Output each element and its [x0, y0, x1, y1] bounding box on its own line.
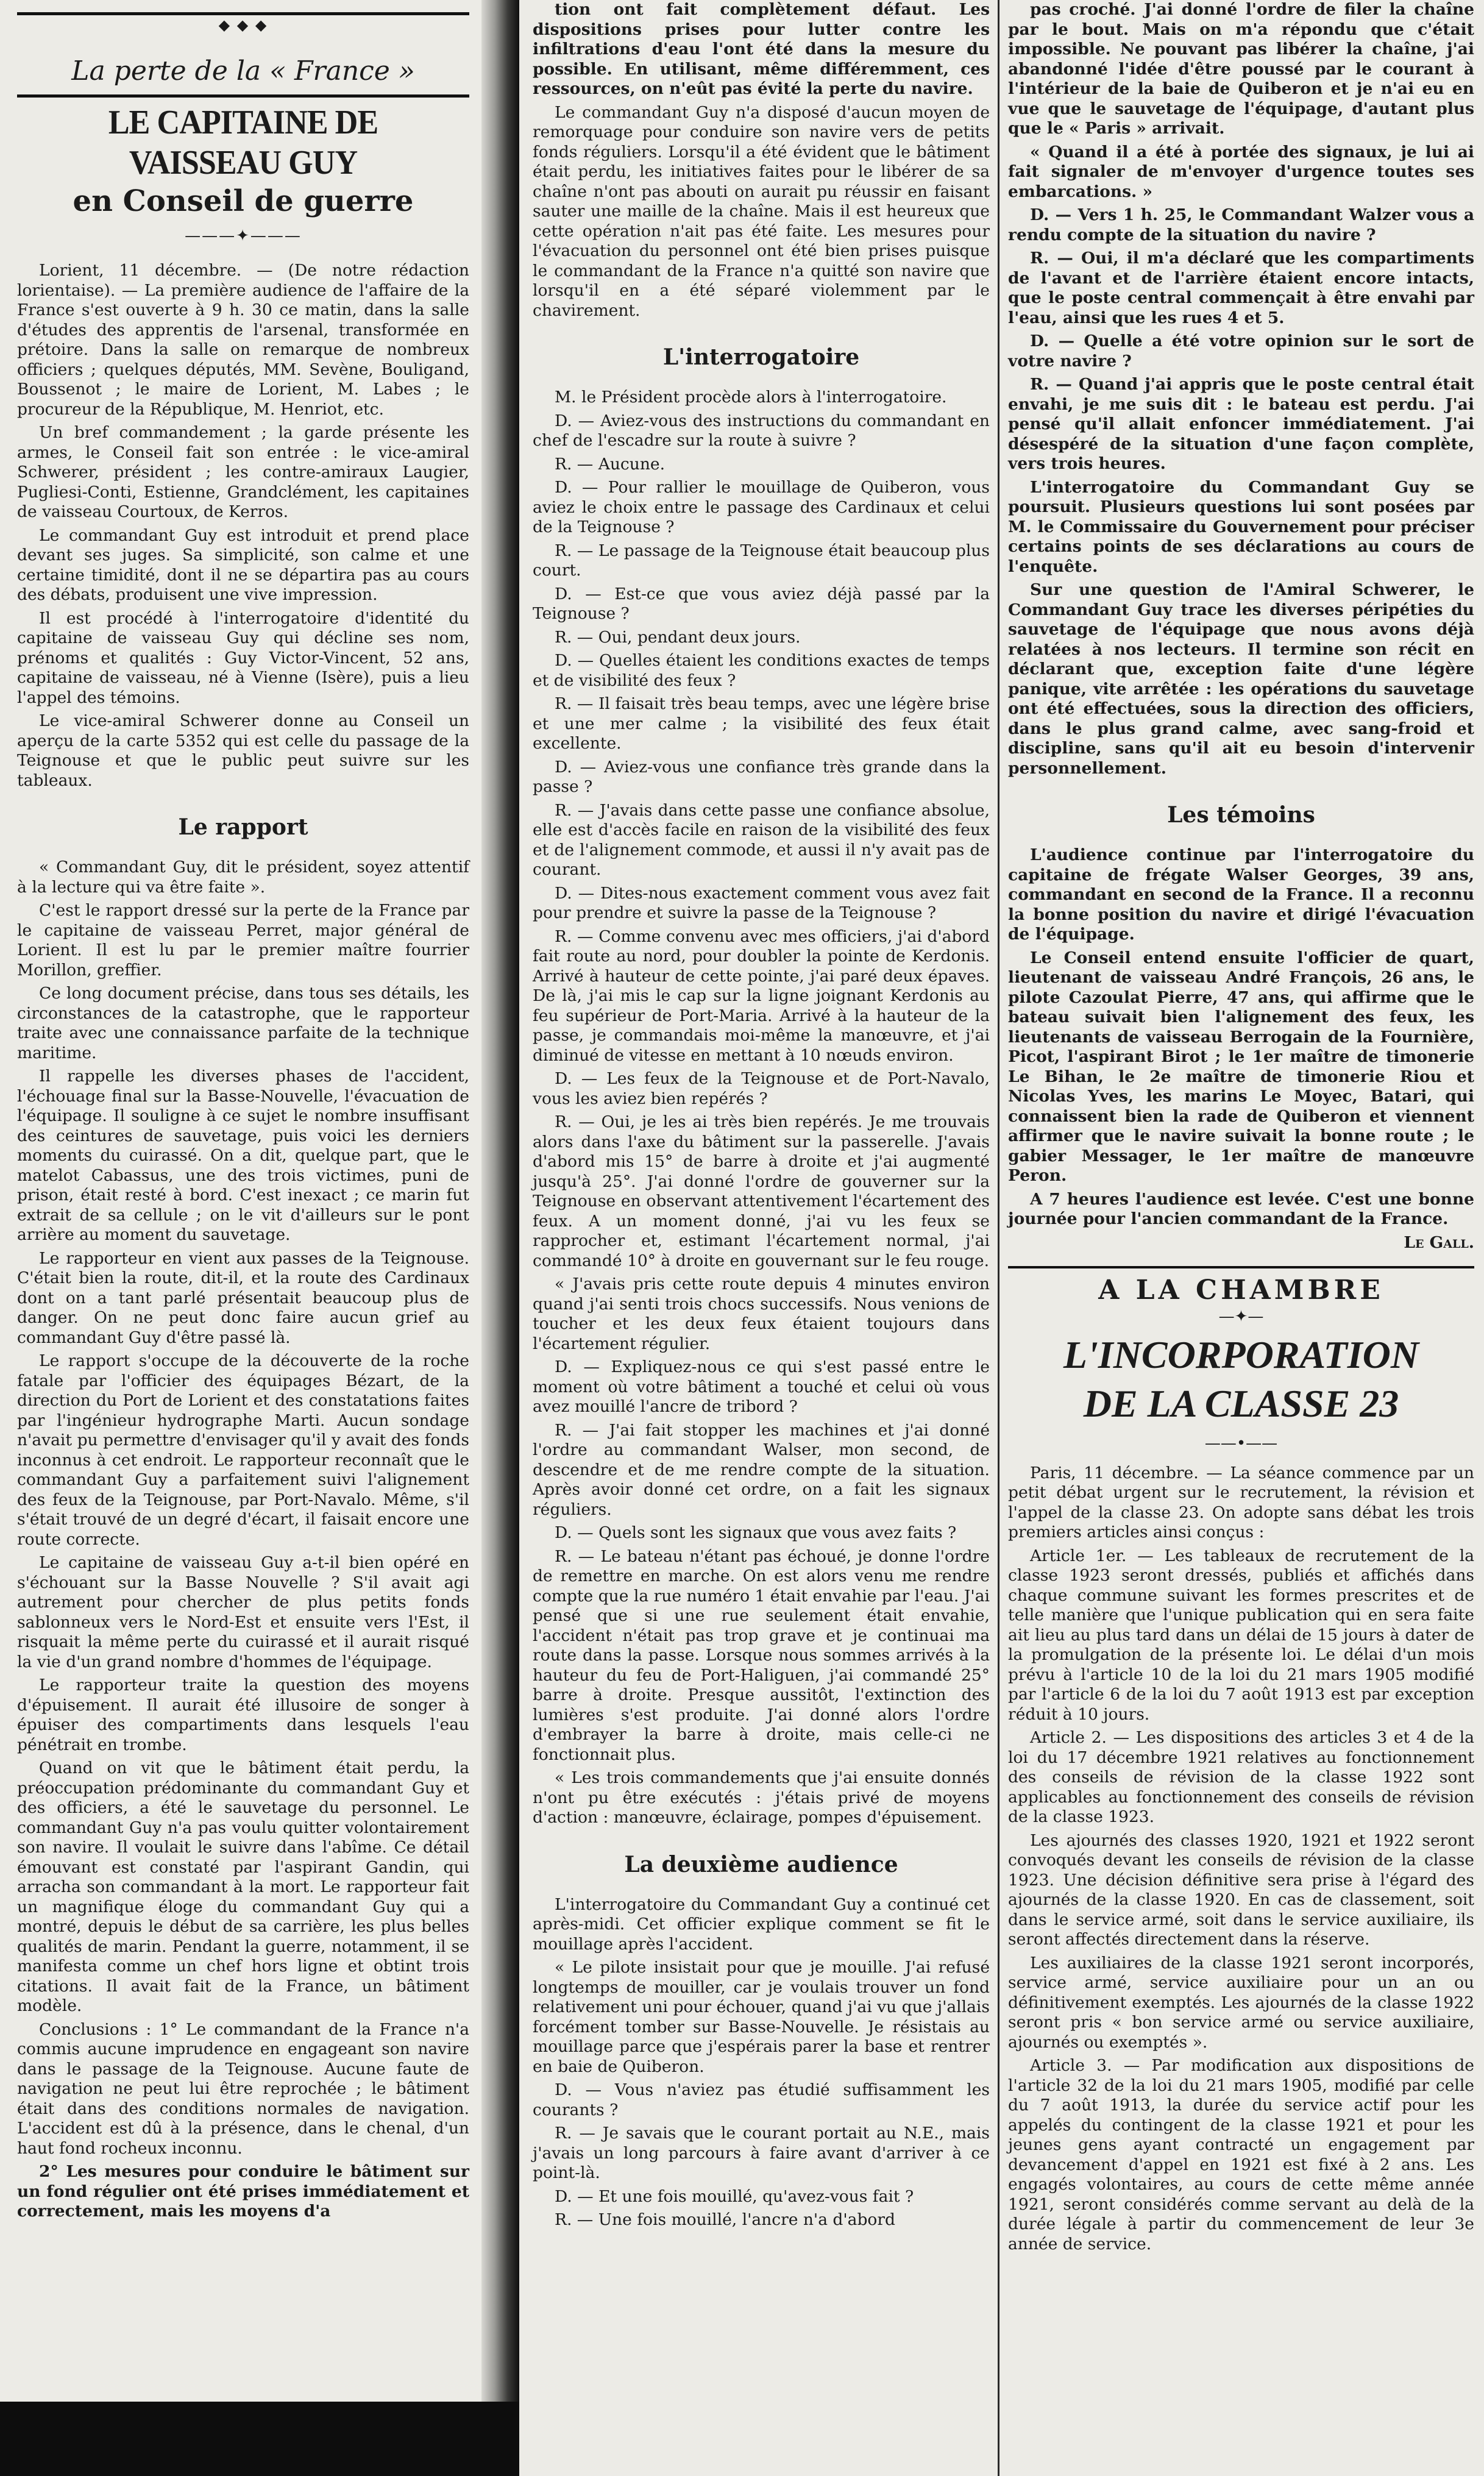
- continued-paragraph: tion ont fait complètement défaut. Les dispositions prises pour lutter contre les infiltrations d'eau l'ont été dans la mesure du possible. En utilisant, même différemment, ces ressources, on n'eût pas évité la perte du navire.: [533, 0, 990, 98]
- continued-paragraph: Le commandant Guy n'a disposé d'aucun moyen de remorquage pour conduire son navire vers de petits fonds réguliers. Lorsqu'il a été évident que le bâtiment était perdu, les initiatives faites pour le libérer de sa chaîne n'ont pas abouti on aurait pu réussir en faisant sauter une maille de la chaîne. Mais il est heureux que cette opération n'ait pas été faite. Les mesures pour l'évacuation du personnel ont été bien prises puisque le commandant de la France n'a quitté son navire que lorsqu'il en a été séparé violemment par le chavirement.: [533, 102, 990, 320]
- section-rule: [1008, 1266, 1474, 1268]
- interro-paragraph: D. — Les feux de la Teignouse et de Port-Navalo, vous les aviez bien repérés ?: [533, 1069, 990, 1108]
- rapport-paragraph: 2° Les mesures pour conduire le bâtiment sur un fond régulier ont été prises immédiatement et correctement, mais les moyens d'a: [17, 2162, 469, 2221]
- interro-paragraph: R. — Il faisait très beau temps, avec une légère brise et une mer calme ; la visibilité des feux était excellente.: [533, 694, 990, 753]
- continued-paragraph: D. — Quelle a été votre opinion sur le sort de votre navire ?: [1008, 332, 1474, 371]
- intro-paragraph: Le commandant Guy est introduit et prend place devant ses juges. Sa simplicité, son calme et une certaine timidité, dont il ne se départira pas au cours des débats, produisent une vive impression.: [17, 525, 469, 604]
- rapport-paragraph: Le rapporteur en vient aux passes de la Teignouse. C'était bien la route, dit-il, et la route des Cardinaux dont on a tant parlé présentait beaucoup plus de danger. On ne peut donc faire aucun grief au commandant Guy d'être passé là.: [17, 1248, 469, 1347]
- rapport-paragraph: Conclusions : 1° Le commandant de la France n'a commis aucune imprudence en engageant son navire dans le passage de la Teignouse. Aucune faute de navigation ne peut lui être reprochée ; le bâtiment était dans des conditions normales de navigation. L'accident est dû à la présence, dans le chenal, d'un haut fond rocheux inconnu.: [17, 2019, 469, 2158]
- chambre-paragraph: Les ajournés des classes 1920, 1921 et 1922 seront convoqués devant les conseils de révision de la classe 1923. Une décision définitive sera prise à l'égard des ajournés de la classe 1920. En cas de classement, soit dans le service armé, soit dans le service auxiliaire, ils seront affectés directement dans la réserve.: [1008, 1830, 1474, 1949]
- intro-paragraph: Un bref commandement ; la garde présente les armes, le Conseil fait son entrée : le vice-amiral Schwerer, président ; les contre-amiraux Laugier, Pugliesi-Conti, Estienne, Grandclément, les capitaines de vaisseau Courtoux, de Kerros.: [17, 423, 469, 521]
- interro-paragraph: D. — Aviez-vous une confiance très grande dans la passe ?: [533, 757, 990, 796]
- top-rule: [17, 12, 469, 15]
- subhead-deuxieme-audience: La deuxième audience: [624, 1851, 898, 1877]
- intro-paragraph: Lorient, 11 décembre. — (De notre rédaction lorientaise). — La première audience de l'affaire de la France s'est ouverte à 9 h. 30 ce matin, dans la salle d'études des apprentis de l'arsenal, transformée en prétoire. Dans la salle on remarque de nombreux officiers ; quelques députés, MM. Sevène, Bouligand, Boussenot ; le maire de Lorient, M. Labes ; le procureur de la République, M. Henriot, etc.: [17, 261, 469, 419]
- headline-classe: DE LA CLASSE 23: [1083, 1381, 1399, 1425]
- divider-ornament-icon: —✦—: [1218, 1307, 1264, 1326]
- rapport-paragraph: Le rapport s'occupe de la découverte de la roche fatale par l'officier des équipages Bézart, de la direction du Port de Lorient et des constatations faites par l'ingénieur hydrographe Marti. Aucun sondage n'avait pu permettre d'envisager qu'il y avait des fonds inconnus à cet endroit. Le rapporteur reconnaît que le commandant Guy a parfaitement suivi l'alignement des feux de la Teignouse, par Port-Navalo. Même, s'il s'était trouvé de un degré d'écart, il faisait encore une route correcte.: [17, 1351, 469, 1549]
- scan-bottom-shadow: [0, 2402, 519, 2476]
- intro-paragraph: Le vice-amiral Schwerer donne au Conseil un aperçu de la carte 5352 qui est celle du passage de la Teignouse et que le public peut suivre sur les tableaux.: [17, 711, 469, 790]
- continued-paragraph: D. — Vers 1 h. 25, le Commandant Walzer vous a rendu compte de la situation du navire ?: [1008, 205, 1474, 244]
- continued-paragraph: L'interrogatoire du Commandant Guy se poursuit. Plusieurs questions lui sont posées par M. le Commissaire du Gouvernement pour préciser certains points de ses déclarations au cours de l'enquête.: [1008, 477, 1474, 576]
- intro-paragraph: Il est procédé à l'interrogatoire d'identité du capitaine de vaisseau Guy qui décline ses nom, prénoms et qualités : Guy Victor-Vincent, 52 ans, capitaine de vaisseau, né à Vienne (Isère), puis a lieu l'appel des témoins.: [17, 608, 469, 707]
- headline-sub: en Conseil de guerre: [73, 184, 414, 218]
- interro-paragraph: D. — Dites-nous exactement comment vous avez fait pour prendre et suivre la passe de la Teignouse ?: [533, 883, 990, 922]
- temoins-paragraph: A 7 heures l'audience est levée. C'est une bonne journée pour l'ancien commandant de la France.: [1008, 1189, 1474, 1228]
- headline-main: LE CAPITAINE DE VAISSEAU GUY: [108, 104, 378, 182]
- subhead-interrogatoire: L'interrogatoire: [662, 344, 860, 370]
- interro-paragraph: D. — Est-ce que vous aviez déjà passé par la Teignouse ?: [533, 584, 990, 623]
- audience-paragraph: D. — Et une fois mouillé, qu'avez-vous fait ?: [555, 2186, 914, 2206]
- column-1: [6, 0, 475, 2476]
- article-kicker: La perte de la « France »: [71, 55, 415, 87]
- chambre-paragraph: Article 3. — Par modification aux dispositions de l'article 32 de la loi du 21 mars 1905, modifié par celle du 7 août 1913, la durée du service actif pour les appelés du contingent de la classe 1921 et pour les jeunes gens ayant contracté un engagement par devancement d'appel en 1921 est fixé à 2 ans. Les engagés volontaires, au cours de cette même année 1921, seront considérés comme servant au delà de la durée légale à partir du commencement de leur 3e année de service.: [1008, 2056, 1474, 2254]
- audience-paragraph: « Le pilote insistait pour que je mouille. J'ai refusé longtemps de mouiller, car je voulais trouver un fond relativement uni pour échouer, quand j'ai vu que j'allais forcément tomber sur Basse-Nouvelle. Je résistais au mouillage parce que j'espérais parer la base et rentrer en baie de Quiberon.: [533, 1958, 990, 2076]
- interro-paragraph: R. — Comme convenu avec mes officiers, j'ai d'abord fait route au nord, pour doubler la pointe de Kerdonis. Arrivé à hauteur de cette pointe, j'ai paré deux épaves. De là, j'ai mis le cap sur la ligne joignant Kerdonis au feu supérieur de Port-Maria. Arrivé à la hauteur de la passe, je commandais moi-même la manœuvre, et j'ai diminué de vitesse en mettant à 10 nœuds environ.: [533, 927, 990, 1065]
- rapport-paragraph: « Commandant Guy, dit le président, soyez attentif à la lecture qui va être faite ».: [17, 858, 469, 897]
- interro-paragraph: D. — Aviez-vous des instructions du commandant en chef de l'escadre sur la route à suivre ?: [533, 411, 990, 450]
- temoins-paragraph: Le Conseil entend ensuite l'officier de quart, lieutenant de vaisseau André François, 26 ans, le pilote Cazoulat Pierre, 47 ans, qui affirme que le bateau suivait bien l'alignement des feux, les lieutenants de vaisseau Berrogain de la Fournière, Picot, l'aspirant Birot ; le 1er maître de timonerie Le Bihan, le 2e maître de timonerie Riou et Nicolas Yves, les marins Le Moyec, Batari, qui connaissent bien la rade de Quiberon et viennent affirmer que le navire suivait la bonne route ; le gabier Messager, le 1er maître de manœuvre Peron.: [1008, 948, 1474, 1185]
- rapport-paragraph: Il rappelle les diverses phases de l'accident, l'échouage final sur la Basse-Nouvelle, l'évacuation de l'équipage. Il souligne à ce sujet le nombre insuffisant des ceintures de sauvetage, puis voici les derniers moments du cuirassé. On a dit, quelque part, que le matelot Cabassus, une des trois victimes, puni de prison, était resté à bord. C'est inexact ; ce marin fut extrait de sa cellule ; on le vit d'ailleurs sur le pont arrière au moment du sauvetage.: [17, 1067, 469, 1244]
- kicker-rule: [17, 94, 469, 98]
- column-rule: [998, 0, 999, 2476]
- rapport-paragraph: Quand on vit que le bâtiment était perdu, la préoccupation prédominante du commandant Guy et des officiers, a été le sauvetage du personnel. Le commandant Guy n'a pas voulu quitter volontairement son navire. Il voulait le suivre dans l'abîme. Ce détail émouvant est constaté par l'aspirant Gandin, qui arracha son commandant à la mort. Le rapporteur fait un magnifique éloge du commandant Guy qui a montré, depuis le début de sa carrière, les plus belles qualités de marin. Pendant la guerre, notamment, il se manifesta comme un chef hors ligne et obtint trois citations. Il avait fait de la France, un bâtiment modèle.: [17, 1759, 469, 2015]
- chambre-paragraph: Les auxiliaires de la classe 1921 seront incorporés, service armé, service auxiliaire pour un an ou définitivement exemptés. Les ajournés de la classe 1922 seront pris « bon service armé ou service auxiliaire, ajournés ou exemptés ».: [1008, 1953, 1474, 2052]
- scan-gutter-shadow: [481, 0, 519, 2476]
- interro-paragraph: R. — Oui, pendant deux jours.: [555, 627, 801, 647]
- section-label: A LA CHAMBRE: [1098, 1274, 1384, 1306]
- interro-paragraph: D. — Expliquez-nous ce qui s'est passé entre le moment où votre bâtiment a touché et celui où vous avez mouillé l'ancre de tribord ?: [533, 1357, 990, 1416]
- continued-paragraph: R. — Oui, il m'a déclaré que les compartiments de l'avant et de l'arrière étaient encore intacts, que le poste central commençait à être envahi par l'eau, ainsi que les rues 4 et 5.: [1008, 249, 1474, 327]
- divider-ornament-icon: ——•——: [1204, 1434, 1278, 1453]
- continued-paragraph: Sur une question de l'Amiral Schwerer, le Commandant Guy trace les diverses péripéties du sauvetage de l'équipage que nous avons déjà relatées à nos lecteurs. Il termine son récit en déclarant que, exception faite d'une légère panique, vite arrêtée : les opérations du sauvetage ont été effectuées, sous la direction des officiers, dans le plus grand calme, avec sang-froid et discipline, sans qu'il ait eu besoin d'intervenir personnellement.: [1008, 580, 1474, 778]
- interro-paragraph: R. — Le passage de la Teignouse était beaucoup plus court.: [533, 541, 990, 580]
- audience-paragraph: R. — Une fois mouillé, l'ancre n'a d'abord: [555, 2210, 896, 2229]
- interro-paragraph: M. le Président procède alors à l'interrogatoire.: [555, 388, 947, 407]
- rapport-paragraph: Le rapporteur traite la question des moyens d'épuisement. Il aurait été illusoire de songer à épuiser des compartiments dans lesquels l'eau pénétrait en trombe.: [17, 1676, 469, 1754]
- interro-paragraph: D. — Quelles étaient les conditions exactes de temps et de visibilité des feux ?: [533, 651, 990, 690]
- interro-paragraph: R. — J'avais dans cette passe une confiance absolue, elle est d'accès facile en raison de la visibilité des feux et de l'alignement commode, et aussi il n'y avait pas de courant.: [533, 800, 990, 879]
- interro-paragraph: « J'avais pris cette route depuis 4 minutes environ quand j'ai senti trois chocs successifs. Nous venions de toucher et les deux feux étaient toujours dans l'écartement régulier.: [533, 1275, 990, 1353]
- continued-paragraph: « Quand il a été à portée des signaux, je lui ai fait signaler de m'envoyer d'urgence toutes ses embarcations. »: [1008, 142, 1474, 201]
- rapport-paragraph: C'est le rapport dressé sur la perte de la France par le capitaine de vaisseau Perret, major général de Lorient. Il est lu par le premier maître fourrier Morillon, greffier.: [17, 901, 469, 980]
- interro-paragraph: R. — J'ai fait stopper les machines et j'ai donné l'ordre au commandant Walser, mon second, de descendre et de me rendre compte de la situation. Après avoir donné cet ordre, on a fait les signaux réguliers.: [533, 1420, 990, 1519]
- interro-paragraph: R. — Aucune.: [555, 454, 666, 474]
- audience-paragraph: D. — Vous n'aviez pas étudié suffisamment les courants ?: [533, 2080, 990, 2119]
- audience-paragraph: L'interrogatoire du Commandant Guy a continué cet après-midi. Cet officier explique comment se fit le mouillage après l'accident.: [533, 1894, 990, 1954]
- chambre-paragraph: Article 2. — Les dispositions des articles 3 et 4 de la loi du 17 décembre 1921 relatives au fonctionnement des conseils de révision de la classe 1922 sont applicables au fonctionnement des conseils de révision de la classe 1923.: [1008, 1728, 1474, 1826]
- interro-paragraph: D. — Pour rallier le mouillage de Quiberon, vous aviez le choix entre le passage des Cardinaux et celui de la Teignouse ?: [533, 478, 990, 536]
- headline-incorporation: L'INCORPORATION: [1063, 1332, 1419, 1376]
- subhead-temoins: Les témoins: [1167, 802, 1315, 828]
- rapport-paragraph: Le capitaine de vaisseau Guy a-t-il bien opéré en s'échouant sur la Basse Nouvelle ? S'il avait agi autrement pour chercher de plus petits fonds sablonneux vers le Nord-Est et ensuite vers l'Est, il risquait la même perte du cuirassé et il aurait risqué la vie d'un grand nombre d'hommes de l'équipage.: [17, 1553, 469, 1671]
- column-2: [525, 0, 995, 2476]
- temoins-paragraph: L'audience continue par l'interrogatoire du capitaine de frégate Walser Georges, 39 ans, commandant en second de la France. Il a reconnu la bonne position du navire et dirigé l'évacuation de l'équipage.: [1008, 845, 1474, 944]
- chambre-paragraph: Article 1er. — Les tableaux de recrutement de la classe 1923 seront dressés, publiés et affichés dans chaque commune suivant les formes prescrites et de telle manière que l'unique publication qui en sera faite ait lieu au plus tard dans un délai de 15 jours à dater de la promulgation de la présente loi. Le délai d'un mois prévu à l'article 10 de la loi du 21 mars 1905 modifié par l'article 6 de la loi du 7 août 1913 est par exception réduit à 10 jours.: [1008, 1546, 1474, 1724]
- author-signature: Le Gall.: [1404, 1233, 1474, 1252]
- continued-paragraph: R. — Quand j'ai appris que le poste central était envahi, je me suis dit : le bateau est perdu. J'ai pensé qu'il allait enfoncer immédiatement. J'ai désespéré de la situation d'une façon complète, vers trois heures.: [1008, 375, 1474, 473]
- subhead-rapport: Le rapport: [178, 814, 308, 840]
- divider-ornament-icon: ———✦———: [185, 227, 302, 245]
- rapport-paragraph: Ce long document précise, dans tous ses détails, les circonstances de la catastrophe, que le rapporteur traite avec une connaissance parfaite de la technique maritime.: [17, 984, 469, 1062]
- interro-paragraph: « Les trois commandements que j'ai ensuite donnés n'ont pu être exécutés : j'étais privé de moyens d'action : manœuvre, éclairage, pompes d'épuisement.: [533, 1768, 990, 1827]
- interro-paragraph: R. — Oui, je les ai très bien repérés. Je me trouvais alors dans l'axe du bâtiment sur la passerelle. J'avais d'abord mis 15° de barre à droite et j'ai augmenté jusqu'à 25°. J'ai donné l'ordre de gouverner sur la Teignouse en observant attentivement l'écartement des feux. A un moment donné, j'ai vu les feux se rapprocher et, estimant l'écartement normal, j'ai commandé 10° à droite en gouvernant sur le feu rouge.: [533, 1112, 990, 1270]
- continued-paragraph: pas croché. J'ai donné l'ordre de filer la chaîne par le bout. Mais on m'a répondu que c'était impossible. Ne pouvant pas libérer la chaîne, j'ai abandonné l'idée d'être poussé par le courant à l'intérieur de la baie de Quiberon et je n'ai eu en vue que le sauvetage de l'équipage, d'autant plus que le « Paris » arrivait.: [1008, 0, 1474, 138]
- audience-paragraph: R. — Je savais que le courant portait au N.E., mais j'avais un long parcours à faire avant d'arriver à ce point-là.: [533, 2124, 990, 2182]
- chambre-paragraph: Paris, 11 décembre. — La séance commence par un petit débat urgent sur le recrutement, la révision et l'appel de la classe 23. On adopte sans débat les trois premiers articles ainsi conçus :: [1008, 1463, 1474, 1542]
- interro-paragraph: R. — Le bateau n'étant pas échoué, je donne l'ordre de remettre en marche. On est alors venu me rendre compte que la rue numéro 1 était envahie par l'eau. J'ai pensé que si une rue seulement était envahie, l'accident n'était pas trop grave et je continuai ma route dans la passe. Lorsque nous sommes arrivés à la hauteur du feu de Port-Haliguen, j'ai commandé 25° barre à droite. Presque aussitôt, l'extinction des lumières s'est produite. J'ai donné alors l'ordre d'embrayer la barre à droite, mais celle-ci ne fonctionnait plus.: [533, 1546, 990, 1764]
- interro-paragraph: D. — Quels sont les signaux que vous avez faits ?: [555, 1523, 957, 1542]
- ornament-icon: ◆ ◆ ◆: [218, 16, 268, 34]
- column-3: [1001, 0, 1479, 2476]
